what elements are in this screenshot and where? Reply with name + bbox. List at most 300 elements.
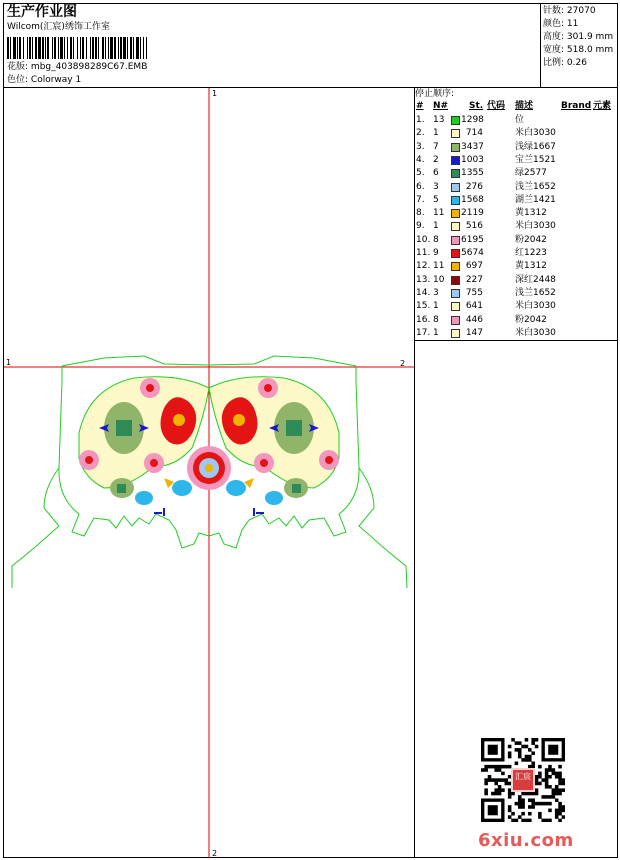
legend-row	[415, 127, 615, 140]
legend-stitches: 697	[465, 261, 483, 272]
barcode-bar	[67, 37, 68, 59]
qr-module	[508, 815, 512, 819]
legend-row	[415, 114, 615, 127]
qr-module	[535, 782, 539, 786]
qr-module	[558, 772, 562, 776]
qr-module	[555, 792, 559, 796]
legend-row	[415, 194, 615, 207]
barcode-bar	[64, 37, 65, 59]
barcode-bar	[42, 37, 44, 59]
legend-description: 深红2448	[515, 274, 556, 285]
stat-label: 颜色:	[543, 19, 565, 29]
qr-module	[494, 768, 498, 772]
qr-module	[531, 741, 535, 745]
legend-index: 17.	[416, 327, 431, 338]
legend-stitches: 641	[465, 301, 483, 312]
qr-module	[521, 758, 525, 762]
stat-width	[543, 45, 613, 56]
legend-description: 米白3030	[515, 301, 556, 312]
barcode-bar	[73, 37, 74, 59]
qr-module	[535, 738, 539, 742]
embroidery-motif-right	[209, 377, 339, 516]
stat-value: 301.9 mm	[566, 32, 614, 42]
legend-description: 黄1312	[515, 208, 547, 219]
qr-module	[531, 802, 535, 806]
legend-description: 米白3030	[515, 128, 556, 139]
barcode-bar	[17, 37, 18, 59]
qr-module	[541, 778, 545, 782]
qr-module	[484, 792, 488, 796]
qr-module	[508, 805, 512, 809]
qr-module	[528, 819, 532, 822]
legend-index: 13.	[416, 274, 431, 285]
qr-module	[518, 798, 522, 802]
stat-label: 宽度:	[543, 45, 565, 55]
legend-stitches: 3437	[461, 141, 484, 152]
color-swatch	[451, 262, 460, 271]
legend-index: 2.	[416, 128, 425, 139]
stats-divider	[540, 3, 541, 87]
qr-module	[508, 792, 512, 796]
qr-module	[545, 775, 549, 779]
legend-needle: 11	[433, 208, 445, 219]
legend-index: 6.	[416, 181, 425, 192]
legend-needle: 6	[433, 168, 439, 179]
color-swatch	[451, 329, 460, 338]
qr-module	[562, 778, 565, 782]
barcode-bar	[54, 37, 56, 59]
color-swatch	[451, 129, 460, 138]
col-needle: N#	[433, 101, 449, 111]
stat-value: 11	[566, 19, 579, 29]
qr-module	[525, 758, 529, 762]
col-code: 代码	[487, 101, 506, 111]
qr-module	[484, 765, 488, 769]
barcode-bar	[32, 37, 33, 59]
qr-module	[562, 782, 565, 786]
qr-module	[515, 819, 519, 822]
col-element: 元素	[593, 101, 612, 111]
qr-module	[518, 751, 522, 755]
barcode-bar	[143, 37, 144, 59]
barcode-bar	[29, 37, 31, 59]
qr-module	[555, 809, 559, 813]
legend-stitches: 1298	[461, 115, 484, 125]
qr-module	[518, 741, 522, 745]
file-label: 花版:	[7, 62, 29, 72]
barcode-bar	[133, 37, 134, 59]
qr-module	[484, 782, 488, 786]
legend-index: 15.	[416, 301, 431, 312]
qr-module	[515, 748, 519, 752]
barcode-bar	[140, 37, 141, 59]
qr-module	[518, 815, 522, 819]
stat-colors	[543, 19, 578, 30]
qr-module	[491, 778, 495, 782]
colorway-line	[7, 75, 81, 86]
legend-description: 粉2042	[515, 314, 547, 325]
qr-module	[541, 795, 545, 799]
qr-module	[552, 768, 556, 772]
color-swatch	[451, 222, 460, 231]
qr-module	[521, 745, 525, 749]
qr-module	[528, 805, 532, 809]
qr-module	[518, 805, 522, 809]
barcode-bar	[86, 37, 87, 59]
color-swatch	[451, 289, 460, 298]
qr-module	[488, 805, 498, 815]
qr-module	[535, 792, 539, 796]
legend-bottom-divider	[414, 340, 618, 341]
qr-module	[562, 815, 565, 819]
colorway-label: 色位:	[7, 75, 29, 85]
legend-description: 黄1312	[515, 261, 547, 272]
qr-module	[484, 778, 488, 782]
legend-needle: 10	[433, 274, 445, 285]
qr-module	[548, 768, 552, 772]
legend-title: 停止顺序:	[415, 89, 455, 99]
barcode-bar	[120, 37, 122, 59]
barcode-bar	[102, 37, 104, 59]
stat-label: 比例:	[543, 58, 565, 68]
barcode-bar	[118, 37, 119, 59]
guide-right-label: 2	[400, 359, 406, 368]
guide-top-label: 1	[212, 89, 218, 98]
qr-module	[538, 772, 542, 776]
barcode-bar	[92, 37, 94, 59]
qr-module	[488, 765, 492, 769]
legend-needle: 2	[433, 154, 439, 165]
legend-needle: 3	[433, 287, 439, 298]
legend-row	[415, 181, 615, 194]
stat-label: 高度:	[543, 32, 565, 42]
qr-module	[562, 805, 565, 809]
legend-needle: 1	[433, 221, 439, 232]
qr-module	[535, 788, 539, 792]
barcode-bar	[52, 37, 53, 59]
qr-module	[525, 819, 529, 822]
legend-needle: 3	[433, 181, 439, 192]
qr-module	[558, 765, 562, 769]
qr-module	[548, 802, 552, 806]
stat-height	[543, 32, 613, 43]
legend-index: 8.	[416, 208, 425, 219]
qr-module	[552, 795, 556, 799]
legend-needle: 1	[433, 301, 439, 312]
col-index: #	[416, 101, 424, 111]
color-swatch	[451, 196, 460, 205]
qr-module	[521, 792, 525, 796]
legend-needle: 5	[433, 194, 439, 205]
legend-stitches: 6195	[461, 234, 484, 245]
barcode-bar	[10, 37, 11, 59]
barcode-bar	[77, 37, 78, 59]
file-name: mbg_403898289C67.EMB	[30, 62, 148, 72]
guide-bottom-label: 2	[212, 849, 218, 858]
color-swatch	[451, 209, 460, 218]
embroidery-motif-left	[79, 377, 209, 516]
qr-module	[552, 788, 556, 792]
legend-index: 9.	[416, 221, 425, 232]
design-canvas	[4, 88, 414, 858]
qr-module	[555, 812, 559, 816]
qr-module	[531, 805, 535, 809]
qr-module	[494, 792, 498, 796]
qr-module	[555, 772, 559, 776]
qr-module	[538, 775, 542, 779]
qr-module	[552, 772, 556, 776]
legend-index: 5.	[416, 168, 425, 179]
qr-module	[481, 768, 485, 772]
qr-module	[531, 798, 535, 802]
legend-stitches: 516	[465, 221, 483, 232]
stat-stitches	[543, 6, 596, 17]
qr-module	[548, 809, 552, 813]
seal-stamp-text: 汇宸	[515, 772, 531, 781]
qr-module	[484, 788, 488, 792]
stat-value: 0.26	[566, 58, 587, 68]
legend-row	[415, 234, 615, 247]
legend-needle: 8	[433, 314, 439, 325]
qr-module	[515, 802, 519, 806]
qr-module	[508, 751, 512, 755]
embroidery-center-flower	[187, 446, 231, 490]
legend-needle: 1	[433, 128, 439, 139]
qr-module	[525, 738, 529, 742]
legend-row	[415, 260, 615, 273]
qr-module	[555, 815, 559, 819]
qr-module	[552, 792, 556, 796]
legend-needle: 9	[433, 248, 439, 258]
legend-stitches: 714	[465, 128, 483, 139]
qr-module	[501, 772, 505, 776]
qr-module	[531, 792, 535, 796]
qr-module	[505, 782, 509, 786]
qr-module	[491, 792, 495, 796]
qr-module	[558, 805, 562, 809]
legend-needle: 7	[433, 141, 439, 152]
legend-stitches: 1568	[461, 194, 484, 205]
qr-module	[558, 812, 562, 816]
qr-module	[545, 802, 549, 806]
legend-row	[415, 274, 615, 287]
legend-description: 浅绿1667	[515, 141, 556, 152]
qr-module	[498, 792, 502, 796]
legend-description: 米白3030	[515, 327, 556, 338]
barcode-bar	[136, 37, 139, 59]
qr-module	[528, 758, 532, 762]
color-swatch	[451, 236, 460, 245]
qr-module	[558, 819, 562, 822]
legend-description: 浅兰1652	[515, 181, 556, 192]
legend-row	[415, 300, 615, 313]
qr-module	[508, 809, 512, 813]
qr-module	[545, 782, 549, 786]
stat-scale	[543, 58, 587, 69]
barcode-bar	[130, 37, 132, 59]
legend-stitches: 5674	[461, 248, 484, 258]
qr-module	[548, 775, 552, 779]
stat-value: 518.0 mm	[566, 45, 614, 55]
barcode-bar	[123, 37, 126, 59]
qr-module	[511, 812, 515, 816]
qr-module	[515, 762, 519, 766]
qr-module	[535, 745, 539, 749]
qr-module	[511, 819, 515, 822]
qr-module	[558, 809, 562, 813]
legend-index: 12.	[416, 261, 431, 272]
barcode-bar	[23, 37, 24, 59]
qr-module	[488, 745, 498, 755]
qr-module	[538, 782, 542, 786]
legend-stitches: 1355	[461, 168, 484, 179]
qr-module	[525, 755, 529, 759]
color-swatch	[451, 276, 460, 285]
stat-value: 27070	[566, 6, 596, 16]
legend-description: 红1223	[515, 248, 547, 258]
qr-module	[538, 765, 542, 769]
barcode-bar	[90, 37, 91, 59]
qr-module	[531, 738, 535, 742]
qr-module	[518, 755, 522, 759]
qr-module	[518, 795, 522, 799]
legend-stitches: 446	[465, 314, 483, 325]
legend-index: 4.	[416, 154, 425, 165]
qr-module	[498, 768, 502, 772]
qr-module	[558, 778, 562, 782]
stat-label: 针数:	[543, 6, 565, 16]
qr-module	[518, 802, 522, 806]
legend-index: 3.	[416, 141, 425, 152]
qr-module	[555, 785, 559, 789]
guide-left-label: 1	[6, 358, 12, 367]
legend-row	[415, 207, 615, 220]
legend-stitches: 2119	[461, 208, 484, 219]
col-brand: Brand	[561, 101, 592, 111]
color-swatch	[451, 143, 460, 152]
barcode-bar	[27, 37, 28, 59]
page-title: 生产作业图	[7, 4, 77, 20]
barcode-bar	[114, 37, 116, 59]
qr-module	[558, 792, 562, 796]
color-swatch	[451, 116, 460, 125]
qr-module	[558, 782, 562, 786]
barcode-bar	[82, 37, 84, 59]
qr-module	[528, 755, 532, 759]
qr-module	[484, 768, 488, 772]
legend-index: 16.	[416, 314, 431, 325]
legend-index: 11.	[416, 248, 431, 258]
qr-module	[525, 745, 529, 749]
legend-row	[415, 314, 615, 327]
legend-index: 1.	[416, 115, 425, 125]
color-swatch	[451, 169, 460, 178]
qr-module	[545, 795, 549, 799]
col-stitches: St.	[469, 101, 484, 111]
qr-module	[511, 738, 515, 742]
qr-module	[562, 788, 565, 792]
qr-module	[535, 778, 539, 782]
qr-module	[531, 751, 535, 755]
color-swatch	[451, 316, 460, 325]
legend-row	[415, 247, 615, 260]
qr-module	[545, 768, 549, 772]
qr-module	[528, 798, 532, 802]
qr-module	[538, 802, 542, 806]
barcode-bar	[80, 37, 81, 59]
legend-needle: 1	[433, 327, 439, 338]
barcode-bar	[58, 37, 59, 59]
legend-description: 湖兰1421	[515, 194, 556, 205]
qr-module	[525, 792, 529, 796]
qr-module	[538, 812, 542, 816]
qr-module	[494, 778, 498, 782]
company-name: Wilcom(汇宸)绣饰工作室	[7, 22, 110, 32]
qr-module	[545, 819, 549, 822]
qr-module	[521, 802, 525, 806]
qr-module	[548, 745, 558, 755]
barcode-bar	[95, 37, 97, 59]
qr-module	[528, 812, 532, 816]
qr-module	[518, 748, 522, 752]
legend-row	[415, 287, 615, 300]
qr-module	[548, 785, 552, 789]
watermark: 6xiu.com	[478, 830, 574, 851]
barcode-bar	[7, 37, 9, 59]
legend-stitches: 147	[465, 327, 483, 338]
barcode-bar	[98, 37, 99, 59]
qr-module	[558, 802, 562, 806]
legend-row	[415, 220, 615, 233]
qr-module	[545, 785, 549, 789]
seal-stamp	[511, 768, 535, 792]
qr-module	[545, 778, 549, 782]
legend-needle: 13	[433, 115, 445, 125]
legend-description: 位	[515, 115, 525, 125]
qr-module	[558, 788, 562, 792]
qr-module	[555, 788, 559, 792]
qr-module	[508, 795, 512, 799]
qr-module	[515, 741, 519, 745]
barcode-bar	[13, 37, 16, 59]
qr-module	[521, 812, 525, 816]
barcode	[7, 37, 235, 59]
legend-description: 绿2577	[515, 168, 547, 179]
barcode-bar	[60, 37, 63, 59]
qr-module	[541, 819, 545, 822]
legend-row	[415, 327, 615, 340]
qr-module	[508, 755, 512, 759]
qr-module	[521, 798, 525, 802]
barcode-bar	[38, 37, 41, 59]
qr-module	[494, 782, 498, 786]
legend-description: 浅兰1652	[515, 287, 556, 298]
qr-module	[508, 745, 512, 749]
barcode-bar	[108, 37, 109, 59]
qr-module	[505, 765, 509, 769]
qr-module	[511, 792, 515, 796]
qr-module	[494, 788, 498, 792]
legend-stitches: 227	[465, 274, 483, 285]
barcode-bar	[110, 37, 113, 59]
legend-description: 米白3030	[515, 221, 556, 232]
legend-index: 7.	[416, 194, 425, 205]
qr-module	[505, 778, 509, 782]
barcode-bar	[146, 37, 147, 59]
qr-module	[501, 788, 505, 792]
legend-stitches: 276	[465, 181, 483, 192]
qr-module	[488, 778, 492, 782]
